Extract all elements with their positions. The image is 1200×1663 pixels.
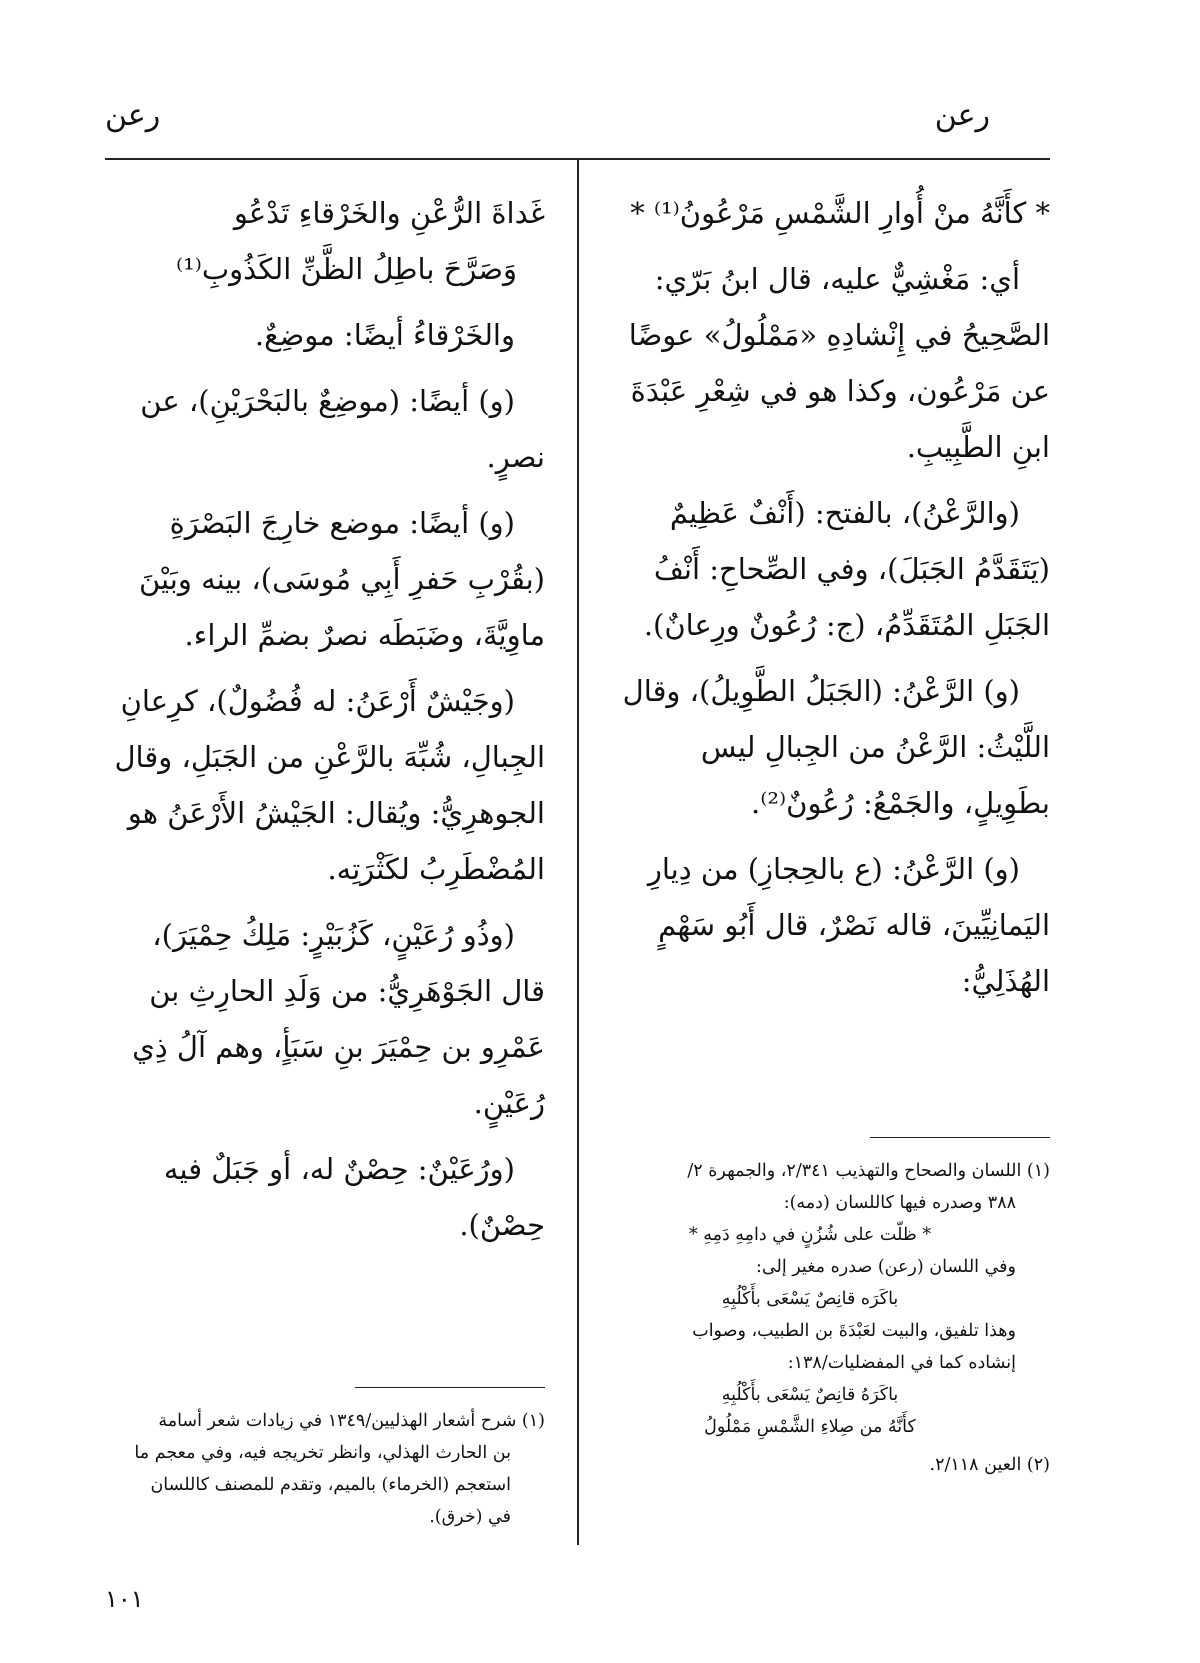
footnote-line: وهذا تلفيق، والبيت لعَبْدَةَ بن الطبيب، وصواب [692, 1321, 1016, 1341]
right-column [610, 185, 1050, 1019]
footnote-line: استعجم (الخرماء) بالميم، وتقدم للمصنف كاللسان [150, 1475, 511, 1495]
footnotes-right [610, 1155, 1050, 1481]
paragraph: (و) الرَّعْنُ: (الجَبَلُ الطَّوِيلُ)، وقال اللَّيْثُ: الرَّعْنُ من الجِبالِ ليس بطَوِيلٍ، والجَمْعُ: رُعُونٌ⁽²⁾. [622, 674, 1050, 820]
running-header-left: رعن [105, 98, 161, 133]
footnote-line: (٢) العين ٢/١١٨. [929, 1455, 1050, 1475]
footnote-verse: كأَنَّهُ من صِلاءِ الشَّمْسِ مَمْلُولُ [704, 1417, 916, 1437]
footnote-line: (١) اللسان والصحاح والتهذيب ٢/٣٤١، والجمهرة ٢/ [687, 1161, 1050, 1181]
paragraph: (والرَّعْنُ)، بالفتح: (أَنْفٌ عَظِيمٌ (يَتَقَدَّمُ الجَبَلَ)، وفي الصِّحاحِ: أَنْفُ الجَبَلِ المُتَقَدِّمُ، (ج: رُعُونٌ ورِعانٌ). [643, 496, 1050, 642]
paragraph: (و) أيضًا: (موضِعٌ بالبَحْرَيْنِ)، عن نصرٍ. [140, 384, 545, 474]
footnote-verse: باكَرَه قانِصٌ يَسْعَى بأَكْلُبِهِ [721, 1289, 899, 1309]
footnote-line: (١) شرح أشعار الهذليين/١٣٤٩ في زيادات شعر أسامة [158, 1411, 545, 1431]
column-divider [577, 160, 579, 1545]
verse-line: وَصَرَّحَ باطِلُ الظَّنِّ الكَذُوبِ⁽¹⁾ [175, 252, 517, 286]
footnote-line: في (خرق). [429, 1507, 511, 1527]
footnote-rule-right [870, 1137, 1050, 1138]
paragraph: والخَرْقاءُ أيضًا: موضِعٌ. [254, 318, 515, 352]
paragraph: (و) أيضًا: موضع خارِجَ البَصْرَةِ (بقُرْبِ حَفرِ أَبِي مُوسَى)، بينه وبَيْنَ ماوِيَّةَ، وضَبَطَه نصرٌ بضمِّ الراء. [138, 506, 545, 652]
verse-line: غَداةَ الرُّعْنِ والخَرْقاءِ تَدْعُو [233, 196, 545, 230]
running-header-right: رعن [934, 98, 990, 133]
footnote-line: إنشاده كما في المفضليات/١٣٨: [787, 1353, 1016, 1373]
footnote-line: ٣٨٨ وصدره فيها كاللسان (دمه): [783, 1193, 1016, 1213]
footnote-verse: * ظلّت على شُزُنٍ في دامِهِ دَمِهِ * [688, 1225, 932, 1245]
paragraph: أي: مَغْشِيٌّ عليه، قال ابنُ بَرّي: الصَّحِيحُ في إِنْشادِهِ «مَمْلُولُ» عوضًا عن مَرْعُون، وكذا هو في شِعْرِ عَبْدَةَ ابنِ الطَّبِيبِ. [628, 262, 1050, 464]
paragraph: (وجَيْشٌ أَرْعَنُ: له فُضُولٌ)، كرِعانِ الجِبالِ، شُبِّهَ بالرَّعْنِ من الجَبَلِ، وقال الجوهرِيُّ: ويُقال: الجَيْشُ الأَرْعَنُ هو المُضْطَرِبُ لكَثْرَتِه. [114, 684, 545, 886]
paragraph: (ورُعَيْنٌ: حِصْنٌ له، أو جَبَلٌ فيه حِصْنٌ). [163, 1152, 545, 1242]
verse-quote: * كأَنَّهُ منْ أُوارِ الشَّمْسِ مَرْعُونُ⁽¹⁾ * [630, 196, 1050, 230]
paragraph: (و) الرَّعْنُ: (ع بالحِجازِ) من دِيارِ اليَمانِيِّينَ، قاله نَصْرٌ، قال أَبُو سَهْمٍ الهُذَلِيُّ: [647, 852, 1050, 998]
footnote-line: وفي اللسان (رعن) صدره مغير إلى: [756, 1257, 1016, 1277]
footnotes-left [105, 1405, 545, 1533]
footnote-verse: باكَرَهُ قانِصٌ يَسْعَى بأَكْلُبِهِ [721, 1385, 899, 1405]
left-column [105, 185, 545, 1263]
footnote-line: بن الحارث الهذلي، وانظر تخريجه فيه، وفي معجم ما [134, 1443, 511, 1463]
paragraph: (وذُو رُعَيْنٍ، كَزُبَيْرٍ: مَلِكُ حِمْيَرَ)، قال الجَوْهَرِيُّ: من وَلَدِ الحارِثِ بن عَمْرِو بن حِمْيَرَ بنِ سَبَأٍ، وهم آلُ ذِي رُعَيْنٍ. [132, 918, 545, 1120]
page-number: ١٠١ [105, 1585, 144, 1613]
footnote-rule-left [355, 1387, 545, 1388]
